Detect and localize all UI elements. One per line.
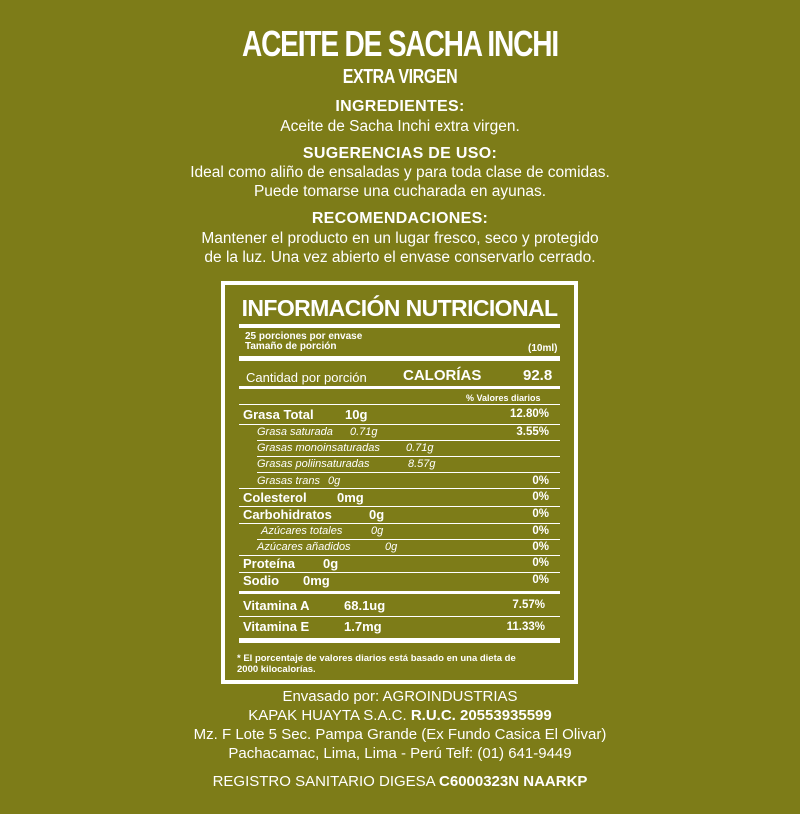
registry-label: REGISTRO SANITARIO DIGESA: [212, 773, 435, 790]
usage-heading: SUGERENCIAS DE USO:: [302, 145, 498, 162]
nutrient-amount: 0g: [323, 556, 339, 571]
nutrient-row: [243, 490, 561, 505]
nutrient-dv: 0%: [532, 475, 549, 487]
nutrient-dv: 0%: [532, 574, 549, 586]
recommendations-heading: RECOMENDACIONES:: [311, 210, 489, 227]
ruc-number: R.U.C. 20553935599: [410, 707, 552, 724]
divider: [239, 404, 560, 405]
nutrient-amount: 0g: [328, 475, 341, 487]
nutrient-row: [243, 619, 561, 634]
usage-line-1: Ideal como aliño de ensaladas y para toda clase de comidas.: [190, 164, 610, 181]
serving-size-label: Tamaño de porción: [245, 341, 337, 352]
nutrient-amount: 10g: [345, 407, 368, 422]
nutrient-dv: 0%: [532, 541, 549, 553]
nutrient-dv: 12.80%: [509, 408, 549, 420]
nutrient-label: Sodio: [243, 573, 280, 588]
nutrient-amount: 0g: [371, 525, 384, 537]
footnote-line-1: * El porcentaje de valores diarios está basado en una dieta de: [237, 653, 516, 664]
amount-per-serving-label: Cantidad por porción: [246, 370, 367, 385]
footnote-line-2: 2000 kilocalorías.: [237, 664, 316, 675]
divider: [239, 386, 560, 389]
nutrient-label: Proteína: [243, 556, 296, 571]
nutrient-label: Vitamina A: [243, 598, 310, 613]
company-name: KAPAK HUAYTA S.A.C.: [248, 707, 407, 724]
nutrient-label: Grasas poliinsaturadas: [257, 458, 370, 470]
product-subtitle: EXTRA VIRGEN: [342, 66, 458, 88]
nutrient-amount: 68.1ug: [344, 598, 386, 613]
nutrient-amount: 1.7mg: [344, 619, 382, 634]
nutrient-row: [243, 556, 561, 571]
nutrient-label: Grasas monoinsaturadas: [257, 442, 380, 454]
registry-code: C6000323N NAARKP: [439, 773, 588, 790]
nutrient-amount: 0g: [369, 507, 385, 522]
nutrient-dv: 0%: [532, 508, 549, 520]
nutrient-dv: 3.55%: [516, 426, 549, 438]
product-title: ACEITE DE SACHA INCHI: [241, 23, 559, 64]
daily-value-header: % Valores diarios: [466, 393, 541, 403]
recommendations-line-1: Mantener el producto en un lugar fresco, seco y protegido: [201, 230, 599, 247]
divider: [239, 324, 560, 328]
nutrient-dv: 11.33%: [506, 621, 545, 633]
nutrient-amount: 0mg: [337, 490, 364, 505]
nutrient-label: Vitamina E: [243, 619, 310, 634]
divider: [239, 356, 560, 361]
ingredients-heading: INGREDIENTES:: [335, 98, 465, 115]
nutrient-amount: 0g: [385, 541, 398, 553]
sanitary-registry: [0, 772, 800, 791]
nutrient-dv: 0%: [532, 525, 549, 537]
nutrient-label: Colesterol: [243, 490, 307, 505]
nutrient-label: Grasa Total: [243, 407, 314, 422]
ingredients-text: Aceite de Sacha Inchi extra virgen.: [280, 118, 520, 135]
nutrient-row: [243, 598, 561, 613]
location-phone-line: Pachacamac, Lima, Lima - Perú Telf: (01) 641-9449: [228, 745, 572, 762]
nutrient-label: Grasa saturada: [257, 426, 333, 438]
usage-line-2: Puede tomarse una cucharada en ayunas.: [253, 183, 547, 200]
packer-line-1: Envasado por: AGROINDUSTRIAS: [282, 688, 518, 705]
nutrient-dv: 7.57%: [512, 599, 545, 611]
nutrient-label: Azúcares totales: [261, 525, 343, 537]
nutrient-row: [243, 407, 561, 422]
calories-value: 92.8: [523, 367, 553, 384]
nutrient-amount: 0.71g: [350, 426, 378, 438]
nutrition-facts-panel: [221, 281, 578, 684]
nutrient-amount: 8.57g: [408, 458, 436, 470]
serving-size-value: (10ml): [528, 343, 558, 354]
nutrient-amount: 0mg: [303, 573, 330, 588]
nutrient-dv: 0%: [532, 557, 549, 569]
recommendations-line-2: de la luz. Una vez abierto el envase conservarlo cerrado.: [204, 249, 596, 266]
packer-line-2: [0, 706, 800, 725]
nutrient-row: [243, 573, 561, 588]
nutrient-amount: 0.71g: [406, 442, 434, 454]
nutrient-dv: 0%: [532, 491, 549, 503]
calories-label: CALORÍAS: [403, 367, 482, 384]
nutrient-row: [243, 507, 561, 522]
nutrient-label: Carbohidratos: [243, 507, 332, 522]
address-line: Mz. F Lote 5 Sec. Pampa Grande (Ex Fundo Casica El Olivar): [193, 726, 607, 743]
nutrition-title: INFORMACIÓN NUTRICIONAL: [241, 295, 558, 321]
nutrient-label: Grasas trans: [257, 475, 320, 487]
nutrient-label: Azúcares añadidos: [257, 541, 351, 553]
servings-per-container: 25 porciones por envase: [245, 331, 363, 342]
